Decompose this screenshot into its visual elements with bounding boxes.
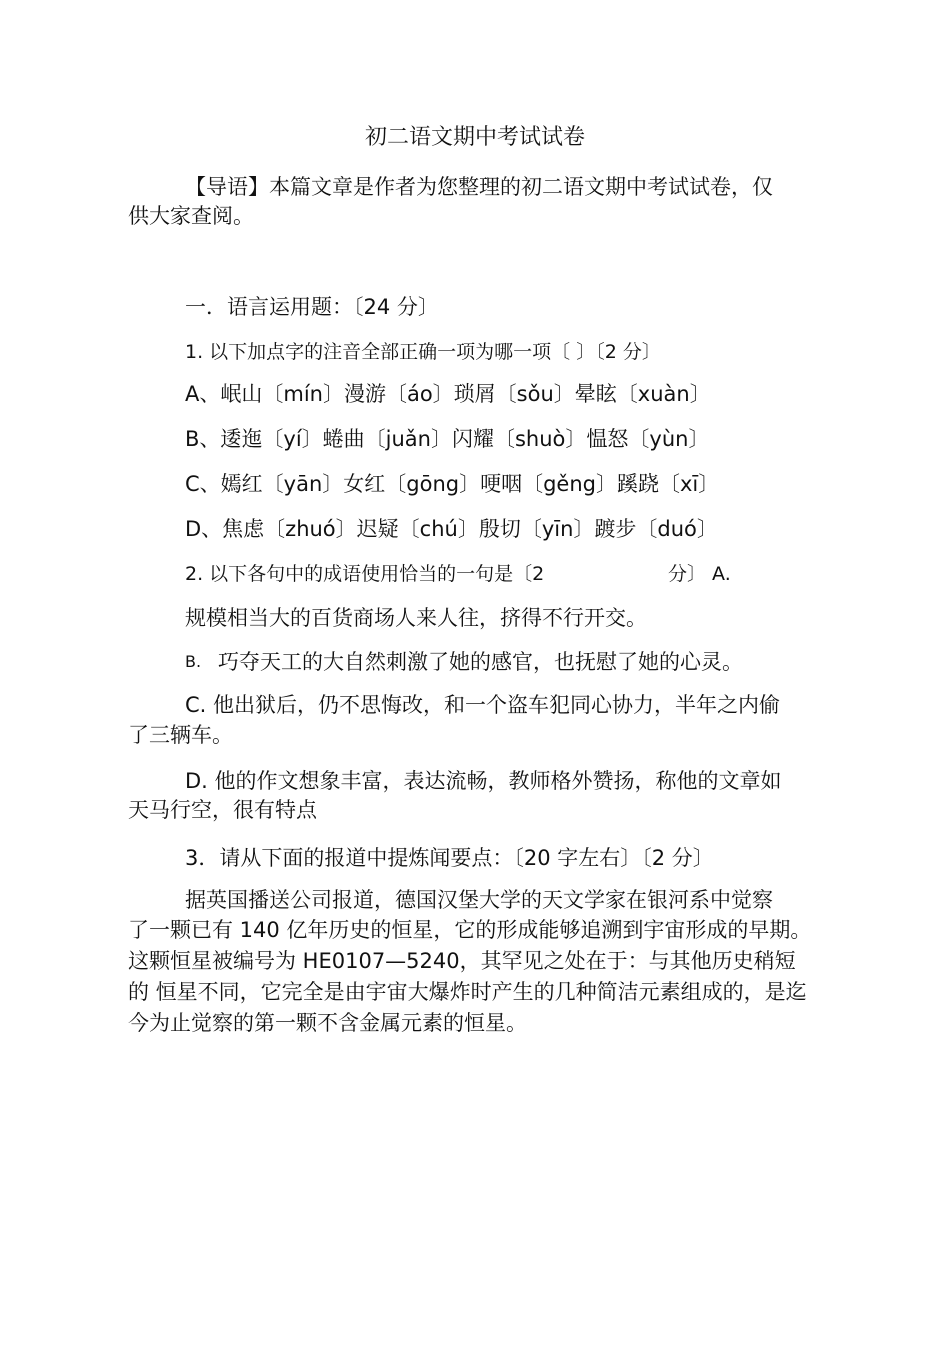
q2-stem: 2. 以下各句中的成语使用恰当的一句是〔2 [185,563,545,585]
intro-line-1: 【导语】本篇文章是作者为您整理的初二语文期中考试试卷，仅 [185,175,773,199]
q3-passage-line: 了一颗已有 140 亿年历史的恒星，它的形成能够追溯到宇宙形成的早期。 [128,918,812,942]
q2-option-c-line-1: C. 他出狱后，仍不思悔改，和一个盗车犯同心协力，半年之内偷 [185,693,781,717]
q1-option-b: B、逶迤〔yí〕蜷曲〔juǎn〕闪耀〔shuò〕愠怒〔yùn〕 [185,427,710,451]
q2-option-c-line-2: 了三辆车。 [128,723,233,747]
q1-stem: 1. 以下加点字的注音全部正确一项为哪一项〔 〕〔2 分〕 [185,341,661,363]
q2-option-b-label: B. [185,652,202,671]
section-heading: 一．语言运用题：〔24 分〕 [185,295,439,319]
q3-passage-line: 的 恒星不同，它完全是由宇宙大爆炸时产生的几种简洁元素组成的，是迄 [128,980,807,1004]
q2-option-a: 规模相当大的百货商场人来人往，挤得不行开交。 [185,606,647,630]
document-title: 初二语文期中考试试卷 [364,125,585,150]
q3-passage-line: 今为止觉察的第一颗不含金属元素的恒星。 [128,1011,527,1035]
q3-passage-line: 据英国播送公司报道，德国汉堡大学的天文学家在银河系中觉察 [185,888,773,912]
q2-stem-score: 分〕 A. [668,563,731,585]
q3-stem: 3．请从下面的报道中提炼闻要点：〔20 字左右〕〔2 分〕 [185,846,714,870]
q2-option-d-line-1: D. 他的作文想象丰富，表达流畅，教师格外赞扬，称他的文章如 [185,769,782,793]
intro-line-2: 供大家查阅。 [128,204,254,228]
q1-option-c: C、嫣红〔yān〕女红〔gōng〕哽咽〔gěng〕蹊跷〔xī〕 [185,472,720,496]
q1-option-d: D、焦虑〔zhuó〕迟疑〔chú〕殷切〔yīn〕踱步〔duó〕 [185,517,718,541]
q2-option-d-line-2: 天马行空，很有特点 [128,798,317,822]
q2-option-b: 巧夺天工的大自然刺激了她的感官，也抚慰了她的心灵。 [218,650,743,674]
q3-passage-line: 这颗恒星被编号为 HE0107—5240，其罕见之处在于：与其他历史稍短 [128,949,796,973]
q1-option-a: A、岷山〔mín〕漫游〔áo〕琐屑〔sǒu〕晕眩〔xuàn〕 [185,382,711,406]
